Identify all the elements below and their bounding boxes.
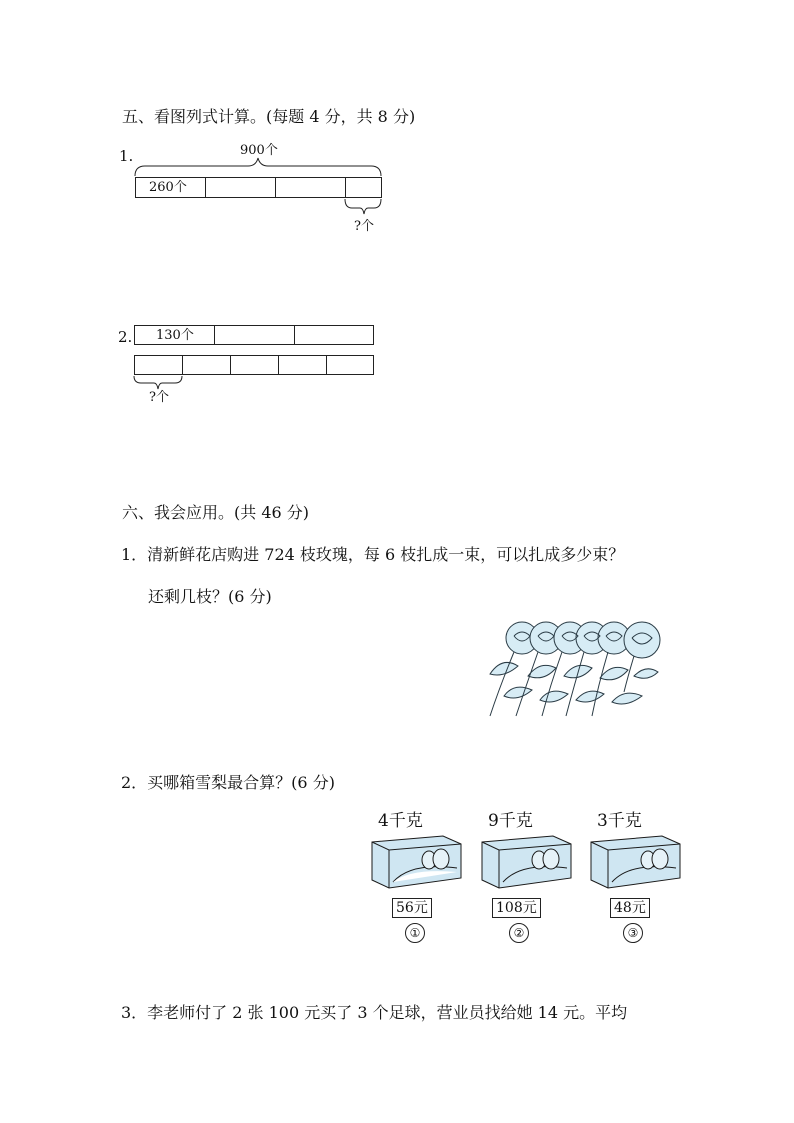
pear-box-icon: [590, 832, 682, 890]
box3-index: ③: [623, 923, 643, 943]
q1-number: 1.: [119, 147, 134, 165]
box3-weight: 3千克: [597, 811, 642, 831]
box2-price: 108元: [492, 898, 541, 918]
box1-weight: 4千克: [378, 811, 423, 831]
q2-number: 2.: [118, 328, 133, 346]
q1-question-label: ?个: [354, 219, 374, 234]
pear-box-icon: [371, 832, 463, 890]
s6-q2-text: 2．买哪箱雪梨最合算？(6 分): [121, 773, 335, 792]
q1-total-label: 900个: [240, 143, 278, 158]
s6-q1-line2: 还剩几枝？(6 分): [148, 587, 272, 606]
q2-first-segment-label: 130个: [156, 328, 194, 343]
q2-question-label: ?个: [149, 390, 169, 405]
box1-index: ①: [405, 923, 425, 943]
box3-price: 48元: [610, 898, 650, 918]
s6-q1-line1: 1．清新鲜花店购进 724 枝玫瑰，每 6 枝扎成一束，可以扎成多少束？: [121, 545, 625, 564]
roses-bouquet-icon: [484, 616, 674, 720]
s6-q3-text: 3．李老师付了 2 张 100 元买了 3 个足球，营业员找给她 14 元。平均: [121, 1003, 628, 1022]
section5-heading: 五、看图列式计算。(每题 4 分，共 8 分): [122, 107, 416, 126]
q1-first-segment-label: 260个: [149, 180, 187, 195]
pear-box-icon: [481, 832, 573, 890]
box2-weight: 9千克: [488, 811, 533, 831]
box1-price: 56元: [392, 898, 432, 918]
box2-index: ②: [509, 923, 529, 943]
section6-heading: 六、我会应用。(共 46 分): [122, 503, 310, 522]
